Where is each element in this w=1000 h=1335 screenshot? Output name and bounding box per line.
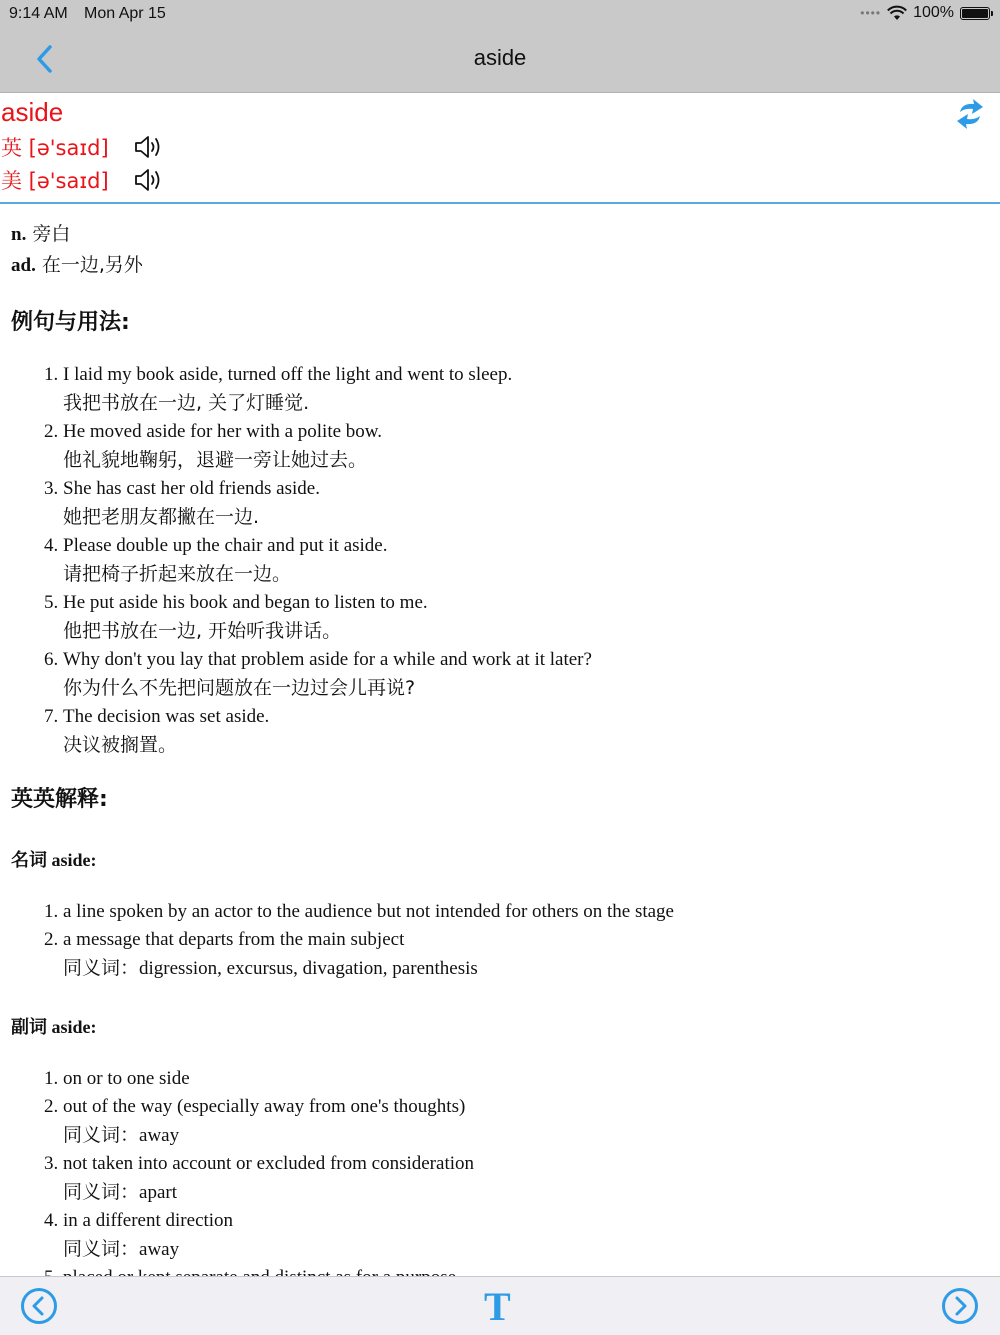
synonym-label: 同义词： xyxy=(63,1124,140,1146)
refresh-icon[interactable] xyxy=(952,96,988,132)
page-title: aside xyxy=(473,45,527,70)
sense-text: a line spoken by an actor to the audience but not intended for others on the stage xyxy=(63,901,674,922)
status-date: Mon Apr 15 xyxy=(84,5,166,22)
english-definitions-heading: 英英解释: xyxy=(11,787,108,812)
sense-item xyxy=(63,1093,474,1150)
status-bar xyxy=(0,0,1000,27)
examples-list xyxy=(0,361,592,760)
definition-text: 旁白 xyxy=(26,223,71,245)
example-en: The decision was set aside. xyxy=(63,706,270,727)
next-word-icon[interactable] xyxy=(941,1287,979,1325)
synonym-text: away xyxy=(139,1125,180,1146)
bottom-toolbar xyxy=(0,1276,1000,1335)
sense-item xyxy=(63,898,674,926)
headword: aside xyxy=(1,97,64,127)
adverb-heading-cn: 副词 xyxy=(11,1017,47,1038)
signal-dots-icon: •••• xyxy=(860,6,882,20)
example-item xyxy=(63,589,592,646)
speaker-us-icon[interactable] xyxy=(133,166,163,194)
example-cn: 他礼貌地鞠躬，退避一旁让她过去。 xyxy=(63,449,368,471)
synonym-text: digression, excursus, divagation, parenthesis xyxy=(139,958,478,979)
example-item xyxy=(63,361,592,418)
sense-text: out of the way (especially away from one's thoughts) xyxy=(63,1096,466,1117)
examples-heading: 例句与用法: xyxy=(11,310,130,335)
sense-item xyxy=(63,1150,474,1207)
example-en: I laid my book aside, turned off the light and went to sleep. xyxy=(63,364,513,385)
synonym-text: apart xyxy=(139,1182,177,1203)
basic-definitions xyxy=(11,219,143,281)
example-en: Please double up the chair and put it aside. xyxy=(63,535,388,556)
example-item xyxy=(63,703,592,760)
example-en: Why don't you lay that problem aside for a while and work at it later? xyxy=(63,649,592,670)
status-time: 9:14 AM xyxy=(9,5,68,22)
part-of-speech: ad. xyxy=(11,255,36,276)
example-en: He moved aside for her with a polite bow. xyxy=(63,421,383,442)
adverb-heading xyxy=(11,1013,97,1039)
sense-item xyxy=(63,1207,474,1264)
example-cn: 决议被搁置。 xyxy=(63,734,178,756)
example-item xyxy=(63,646,592,703)
example-cn: 她把老朋友都撇在一边. xyxy=(63,506,260,528)
previous-word-icon[interactable] xyxy=(20,1287,58,1325)
example-en: She has cast her old friends aside. xyxy=(63,478,320,499)
navigation-bar xyxy=(0,27,1000,93)
speaker-uk-icon[interactable] xyxy=(133,133,163,161)
sense-text: on or to one side xyxy=(63,1068,190,1089)
adverb-senses-list xyxy=(0,1065,474,1292)
us-pronunciation: 美 [ə'saɪd] xyxy=(1,169,109,193)
example-cn: 请把椅子折起来放在一边。 xyxy=(63,563,292,585)
battery-icon xyxy=(960,7,990,20)
sense-item xyxy=(63,926,674,983)
definition-row xyxy=(11,219,143,250)
definition-text: 在一边,另外 xyxy=(35,254,143,276)
example-item xyxy=(63,475,592,532)
wifi-icon xyxy=(887,6,907,21)
synonym-label: 同义词： xyxy=(63,1238,140,1260)
example-en: He put aside his book and began to listen to me. xyxy=(63,592,428,613)
battery-level xyxy=(962,9,988,18)
example-cn: 你为什么不先把问题放在一边过会儿再说? xyxy=(63,677,416,699)
sense-text: in a different direction xyxy=(63,1210,234,1231)
synonym-text: away xyxy=(139,1239,180,1260)
sense-text: not taken into account or excluded from consideration xyxy=(63,1153,475,1174)
noun-heading-cn: 名词 xyxy=(11,850,47,871)
font-size-button[interactable]: T xyxy=(484,1284,511,1329)
word-header xyxy=(0,92,1000,204)
example-cn: 我把书放在一边, 关了灯睡觉. xyxy=(63,392,310,414)
example-cn: 他把书放在一边, 开始听我讲话。 xyxy=(63,620,342,642)
definition-row xyxy=(11,250,143,281)
synonym-label: 同义词： xyxy=(63,957,140,979)
example-item xyxy=(63,532,592,589)
example-item xyxy=(63,418,592,475)
synonym-label: 同义词： xyxy=(63,1181,140,1203)
part-of-speech: n. xyxy=(11,224,27,245)
status-right xyxy=(860,4,990,22)
battery-percent: 100% xyxy=(913,4,954,21)
noun-heading-word: aside: xyxy=(47,850,97,870)
sense-item xyxy=(63,1065,474,1093)
content-area[interactable] xyxy=(0,204,1000,1276)
sense-text: a message that departs from the main subject xyxy=(63,929,405,950)
uk-pronunciation: 英 [ə'saɪd] xyxy=(1,136,109,160)
adverb-heading-word: aside: xyxy=(47,1017,97,1037)
noun-senses-list xyxy=(0,898,674,983)
noun-heading xyxy=(11,846,97,872)
